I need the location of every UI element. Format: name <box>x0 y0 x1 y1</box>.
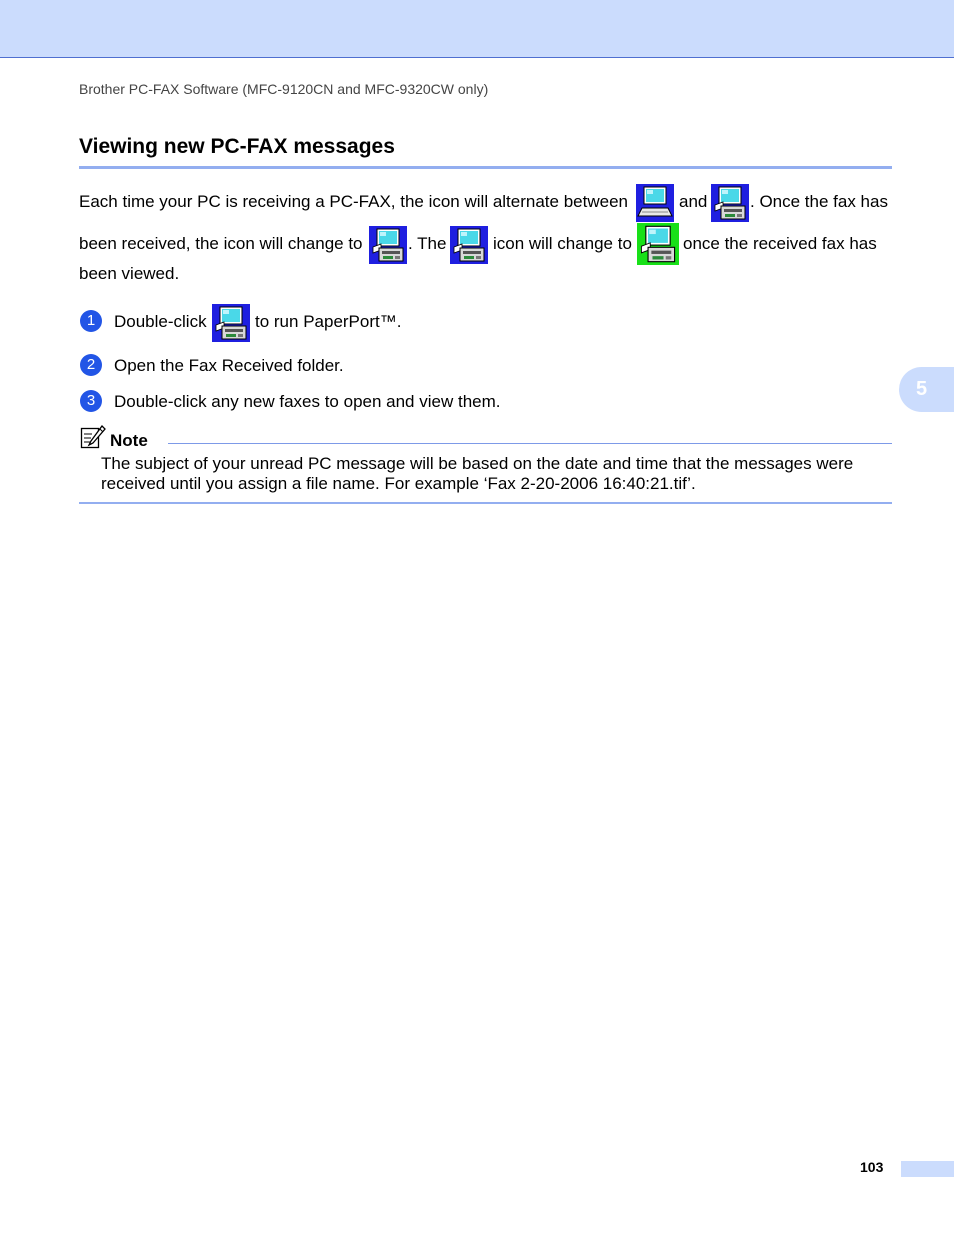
step-3-text: Double-click any new faxes to open and view them. <box>114 392 501 411</box>
page-number: 103 <box>860 1159 884 1175</box>
running-head: Brother PC-FAX Software (MFC-9120CN and MFC-9320CW only) <box>79 81 489 97</box>
note-pencil-icon <box>80 425 106 449</box>
note-label: Note <box>110 431 148 450</box>
intro-line1-a: Each time your PC is receiving a PC-FAX, the icon will alternate between <box>79 192 628 211</box>
pc-fax-viewed-icon <box>637 223 679 265</box>
note-line: The subject of your unread PC message will be based on the date and time that the messages were <box>101 454 854 473</box>
header-band <box>0 0 954 58</box>
intro-line1-c: . Once the fax has <box>750 192 888 211</box>
intro-line1-b: and <box>679 192 708 211</box>
step-number: 3 <box>80 390 102 412</box>
step-1-text-a: Double-click <box>114 312 207 331</box>
pc-fax-receiving-icon <box>636 184 674 222</box>
step-1-text-b: to run PaperPort™. <box>255 312 402 331</box>
footer-tab <box>901 1161 954 1177</box>
pc-fax-received-icon <box>369 226 407 264</box>
pc-fax-fax-icon <box>711 184 749 222</box>
intro-line2-c: icon will change to <box>493 234 632 253</box>
note-divider-top <box>168 443 892 444</box>
pc-fax-received-icon <box>450 226 488 264</box>
intro-line2-a: been received, the icon will change to <box>79 234 363 253</box>
chapter-tab: 5 <box>899 367 954 412</box>
note-line: received until you assign a file name. For example ‘Fax 2-20-2006 16:40:21.tif’. <box>101 474 696 493</box>
step-2-text: Open the Fax Received folder. <box>114 356 344 375</box>
section-title: Viewing new PC-FAX messages <box>79 135 395 158</box>
step-number: 1 <box>80 310 102 332</box>
step-number: 2 <box>80 354 102 376</box>
note-body <box>101 454 891 494</box>
intro-line2-d: once the received fax has <box>683 234 877 253</box>
note-divider-bottom <box>79 502 892 504</box>
title-divider <box>79 166 892 169</box>
intro-line3: been viewed. <box>79 264 180 283</box>
pc-fax-received-icon <box>212 304 250 342</box>
intro-line2-b: . The <box>408 234 447 253</box>
